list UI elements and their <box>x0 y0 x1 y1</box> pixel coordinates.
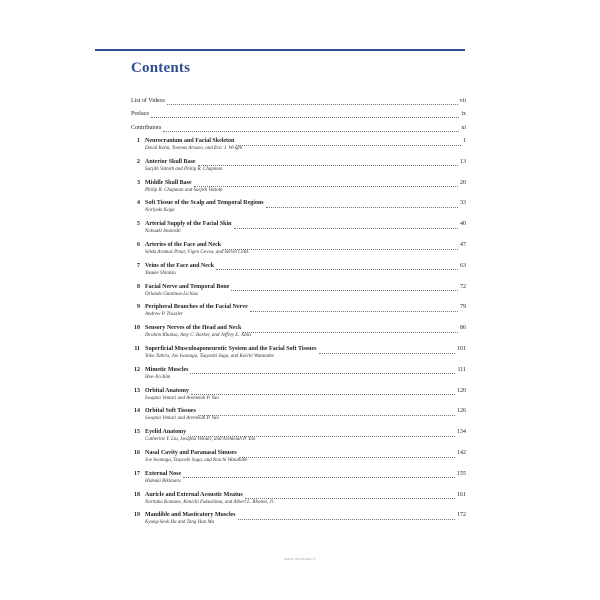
toc-page-number: 142 <box>457 450 466 456</box>
chapter-number: 17 <box>134 470 140 477</box>
toc-chapter-entry[interactable] <box>131 283 466 303</box>
toc-chapter-entry[interactable] <box>131 137 466 157</box>
chapter-number: 12 <box>134 366 140 373</box>
toc-chapter-entry[interactable] <box>131 220 466 240</box>
dot-leader <box>216 264 458 270</box>
toc-entry-title: Preface <box>131 111 149 117</box>
chapter-number: 14 <box>134 408 140 415</box>
toc-front-entry[interactable] <box>131 96 466 106</box>
chapter-authors: Catherine Y. Liu, Swapna Vemuri, and Aremeiah P. Yao <box>145 437 256 443</box>
chapter-authors: Ibrahim Khansa, Amy C. Barker, and Jeffrey E. Janis <box>145 333 252 339</box>
toc-page-number: xi <box>461 125 466 131</box>
toc-chapter-entry[interactable] <box>131 158 466 178</box>
chapter-number: 18 <box>134 491 140 498</box>
toc-front-entry[interactable] <box>131 123 466 133</box>
toc-entry-line <box>145 199 466 208</box>
chapter-authors: Nobuaki Imanishi <box>145 229 181 235</box>
chapter-authors: Yoko Tabira, Joe Iwanaga, Tsuyoshi Saga, and Koichi Watanabe <box>145 354 274 359</box>
chapter-title: Orbital Soft Tissues <box>145 408 196 415</box>
toc-page-number: 120 <box>457 387 466 394</box>
dot-leader <box>234 223 458 229</box>
dot-leader <box>243 327 458 333</box>
chapter-number: 2 <box>137 158 140 165</box>
dot-leader <box>194 181 458 187</box>
dot-leader <box>238 514 456 520</box>
chapter-authors: Swapna Vemuri and Aremeiah P. Yao <box>145 416 219 422</box>
toc-entry-line <box>131 96 466 106</box>
toc-chapter-entry[interactable] <box>131 366 466 386</box>
chapter-title: Veins of the Face and Neck <box>145 262 214 269</box>
chapter-authors: Swapna Vemuri and Aremeiah P. Yao <box>145 395 219 401</box>
chapter-title: Arterial Supply of the Facial Skin <box>145 221 232 228</box>
chapter-title: Mandible and Masticatory Muscles <box>145 512 236 519</box>
chapter-number: 15 <box>134 429 140 436</box>
dot-leader <box>223 244 458 250</box>
chapter-number: 7 <box>137 262 140 269</box>
dot-leader <box>239 452 455 458</box>
chapter-authors: Joe Iwanaga, Tsuyoshi Saga, and Koichi Watanabe <box>145 458 248 463</box>
toc-front-entry[interactable] <box>131 109 466 119</box>
chapter-number: 8 <box>137 283 140 290</box>
dot-leader <box>319 348 455 354</box>
chapter-title: Superficial Musculoaponeurotic System and the Facial Soft Tissues <box>145 346 317 352</box>
chapter-authors: Noriyuki Koga <box>145 208 175 214</box>
chapter-number: 11 <box>134 346 140 352</box>
toc-entry-line <box>131 123 466 133</box>
chapter-title: Mimetic Muscles <box>145 366 189 373</box>
toc-chapter-entry[interactable] <box>131 511 466 531</box>
toc-page-number: 13 <box>460 158 466 165</box>
dot-leader <box>250 306 458 312</box>
footer-url: www.doooaac.ir <box>283 556 317 561</box>
chapter-number: 5 <box>137 221 140 228</box>
dot-leader <box>190 368 455 374</box>
chapter-title: Arteries of the Face and Neck <box>145 242 222 248</box>
toc-entry-line <box>145 303 466 312</box>
toc-entry-line <box>131 109 466 119</box>
toc-entry-line <box>145 470 466 479</box>
toc-entry-line <box>145 366 466 375</box>
toc-page-number: 63 <box>460 262 466 269</box>
toc-entry-title: Contributors <box>131 125 162 131</box>
toc-page-number: 155 <box>457 470 466 477</box>
toc-chapter-entry[interactable] <box>131 470 466 490</box>
toc-chapter-entry[interactable] <box>131 199 466 219</box>
chapter-authors: Noritaka Komune, Kenichi Fukushima, and Albert L. Rhoton, Jr. <box>145 499 275 505</box>
toc-chapter-entry[interactable] <box>131 262 466 282</box>
toc-chapter-entry[interactable] <box>131 407 466 427</box>
chapter-authors: Hee-Jin Kim <box>145 374 171 380</box>
toc-page-number: 86 <box>460 325 466 332</box>
toc-chapter-entry[interactable] <box>131 345 466 365</box>
toc-chapter-entry[interactable] <box>131 491 466 511</box>
chapter-number: 19 <box>134 512 140 519</box>
chapter-title: Auricle and External Acoustic Meatus <box>145 491 243 498</box>
toc-page-number: ix <box>461 111 466 117</box>
dot-leader <box>236 140 461 146</box>
toc-page-number: 161 <box>457 491 466 498</box>
toc-page-number: 40 <box>460 221 466 228</box>
chapter-title: Peripheral Branches of the Facial Nerve <box>145 304 248 311</box>
chapter-title: Anterior Skull Base <box>145 158 196 165</box>
chapter-authors: Selda Aramaz Pinar, Figen Govsa, and Servet Celik <box>145 250 249 255</box>
toc-page-number: 47 <box>460 242 466 248</box>
toc-page-number: 111 <box>457 366 466 373</box>
toc-page-number: 126 <box>457 408 466 415</box>
dot-leader <box>183 472 455 478</box>
toc-page-number: vii <box>459 98 466 104</box>
toc-chapter-entry[interactable] <box>131 303 466 323</box>
dot-leader <box>198 410 455 416</box>
top-rule <box>95 49 465 51</box>
dot-leader <box>151 112 459 118</box>
chapter-number: 16 <box>134 450 140 456</box>
chapter-number: 6 <box>137 242 140 248</box>
chapter-title: Eyelid Anatomy <box>145 429 187 436</box>
chapter-authors: Surjith Vattoth and Philip R. Chapman <box>145 166 223 172</box>
toc-chapter-entry[interactable] <box>131 428 466 448</box>
dot-leader <box>191 389 455 395</box>
chapter-authors: Hideaki Rikimaru <box>145 478 181 484</box>
chapter-title: Soft Tissue of the Scalp and Temporal Regions <box>145 200 264 207</box>
toc-entry-line <box>145 220 466 229</box>
chapter-number: 13 <box>134 387 140 394</box>
toc-page-number: 33 <box>460 200 466 207</box>
chapter-number: 9 <box>137 304 140 311</box>
chapter-title: Nasal Cavity and Paranasal Sinuses <box>145 450 237 456</box>
dot-leader <box>266 202 458 208</box>
page-title: Contents <box>131 60 191 76</box>
toc-chapter-entry[interactable] <box>131 387 466 407</box>
toc-page-number: 1 <box>463 138 466 144</box>
toc-chapter-entry[interactable] <box>131 179 466 199</box>
chapter-authors: Andrew P. Trussler <box>145 312 183 318</box>
chapter-number: 4 <box>137 200 140 207</box>
chapter-title: Orbital Anatomy <box>145 387 189 394</box>
toc-chapter-entry[interactable] <box>131 449 466 469</box>
chapter-number: 1 <box>137 138 140 144</box>
toc-chapter-entry[interactable] <box>131 241 466 261</box>
chapter-authors: David Kohn, Toomas Arusoo, and Eric J. Wright <box>145 146 243 151</box>
toc-page-number: 79 <box>460 304 466 311</box>
toc-page-number: 101 <box>457 346 466 352</box>
chapter-authors: Kyung-Seok Hu and Tang Hun Mu <box>145 520 215 526</box>
toc-entry-title: List of Videos <box>131 98 165 104</box>
toc-entry-line <box>145 262 466 271</box>
chapter-authors: Philip R. Chapman and Surjith Vattoth <box>145 187 223 193</box>
toc-page-number: 172 <box>457 512 466 519</box>
chapter-title: Middle Skull Base <box>145 179 192 186</box>
dot-leader <box>198 160 458 166</box>
chapter-number: 10 <box>134 325 140 332</box>
dot-leader <box>231 285 458 291</box>
toc-chapter-entry[interactable] <box>131 324 466 344</box>
dot-leader <box>167 99 458 105</box>
chapter-title: Neurocranium and Facial Skeleton <box>145 138 235 144</box>
chapter-authors: Yusuke Shimizu <box>145 270 176 276</box>
chapter-authors: Orlando Guntinas-Lichius <box>145 291 198 297</box>
toc-page-number: 72 <box>460 283 466 290</box>
dot-leader <box>163 126 459 132</box>
toc-page-number: 20 <box>460 179 466 186</box>
chapter-number: 3 <box>137 179 140 186</box>
chapter-title: Facial Nerve and Temporal Bone <box>145 283 230 290</box>
toc-page-number: 134 <box>457 429 466 436</box>
chapter-title: External Nose <box>145 470 182 477</box>
dot-leader <box>245 493 455 499</box>
chapter-title: Sensory Nerves of the Head and Neck <box>145 325 242 332</box>
